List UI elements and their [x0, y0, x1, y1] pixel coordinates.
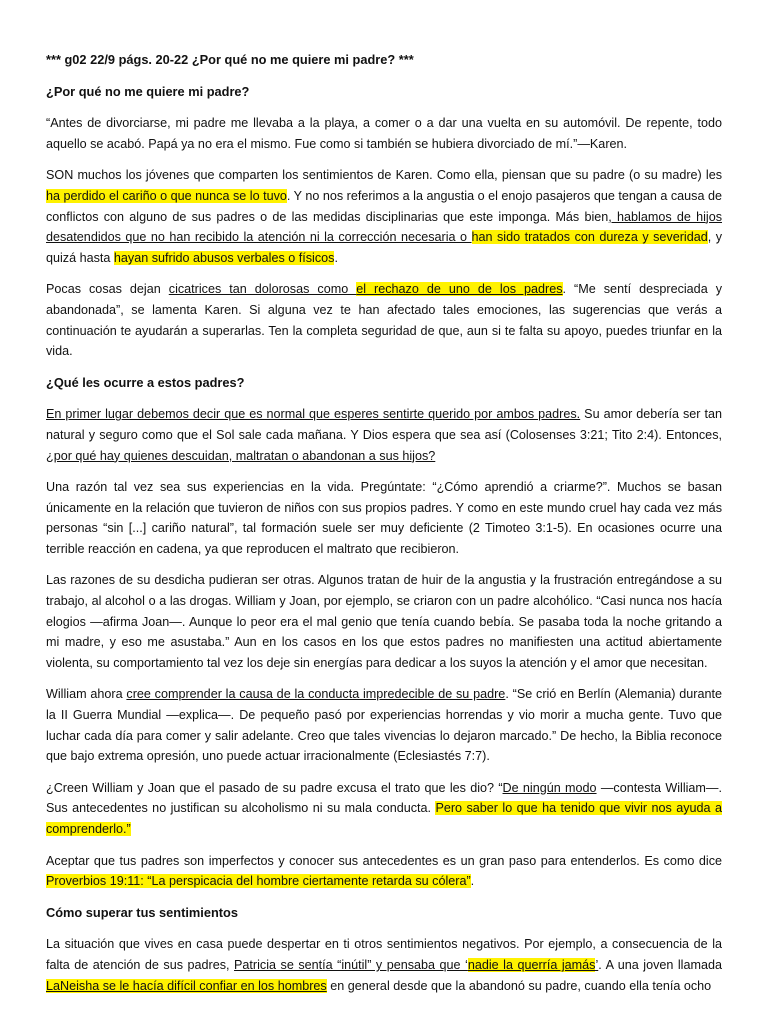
article-heading: ¿Por qué no me quiere mi padre? [46, 83, 250, 99]
text: Pocas cosas dejan [46, 282, 169, 297]
paragraph-5: Una razón tal vez sea sus experiencias en la vida. Pregúntate: “¿Cómo aprendió a criarme?”. Muchos se basan únicamente en la relación que tuvieron de niños con sus propios padres. Y como en este mundo cruel hay cada vez más personas “sin [...] cariño natural”, tal formación suele ser muy deficiente (2 Timoteo 3:1-5). En ocasiones ocurre una terrible reacción en cadena, ya que reproducen el maltrato que recibieron. [46, 480, 722, 556]
text: SON muchos los jóvenes que comparten los sentimientos de Karen. Como ella, piensan que su padre (o su madre) les [46, 168, 722, 183]
underline: En primer lugar debemos decir que es normal que esperes sentirte querido por ambos padres. [46, 407, 581, 422]
text: en general desde que la abandonó su padre, cuando ella tenía ocho [326, 978, 712, 993]
text: , y quizá hasta [46, 230, 722, 265]
highlight: han sido tratados con dureza y severidad [471, 230, 708, 245]
underline: cicatrices tan dolorosas como [168, 282, 357, 297]
text: . [470, 874, 475, 889]
text: . A una joven llamada [598, 957, 722, 972]
highlight: hayan sufrido abusos verbales o físicos [113, 250, 335, 265]
highlight: LaNeisha se le hacía difícil confiar en los hombres [46, 978, 327, 993]
paragraph-10 [46, 934, 722, 996]
document-title: *** g02 22/9 págs. 20-22 ¿Por qué no me quiere mi padre? *** [46, 52, 414, 67]
highlight: Proverbios 19:11: “La perspicacia del hombre ciertamente retarda su cólera” [46, 874, 471, 889]
section-heading: Cómo superar tus sentimientos [46, 904, 238, 920]
paragraph-3 [46, 279, 722, 361]
text: ¿Creen William y Joan que el pasado de su padre excusa el trato que les dio? “ [46, 780, 503, 795]
underline: ’ [595, 957, 599, 972]
text: . “Me sentí despreciada y abandonada”, se lamenta Karen. Si alguna vez te han afectado tales emociones, las sugerencias que verás a continuación te ayudarán a superarlas. Ten la completa seguridad de que, aun si te falta su apoyo, puedes triunfar en la vida. [46, 282, 723, 359]
paragraph-7 [46, 684, 722, 766]
highlight: Pero saber lo que ha tenido que vivir nos ayuda a comprenderlo.” [46, 801, 722, 836]
text: . “Se crió en Berlín (Alemania) durante la II Guerra Mundial —explica—. De pequeño pasó por experiencias horrendas y vio morir a mucha gente. Tuvo que luchar cada día para comer y salir adelante. Creo que tales vivencias lo dejaron marcado.” De hecho, la Biblia reconoce que bajo extrema opresión, uno puede actuar irracionalmente (Eclesiastés 7:7). [46, 687, 723, 764]
text: . Y no nos referimos a la angustia o el enojo pasajeros que tengan a causa de conflictos con alguno de sus padres o de las medidas disciplinarias que este imponga. Más bien [46, 188, 722, 224]
text: La situación que vives en casa puede despertar en ti otros sentimientos negativos. Por ejemplo, a consecuencia de la falta de atención de sus padres, [46, 937, 722, 972]
text: —contesta William—. Sus antecedentes no justifican su alcoholismo ni su mala conducta. [46, 780, 722, 816]
paragraph-2 [46, 165, 722, 268]
highlight: nadie la querría jamás [467, 957, 596, 972]
highlight: ha perdido el cariño o que nunca se lo tuvo [46, 188, 287, 203]
paragraph-4 [46, 404, 722, 466]
highlight: el rechazo de uno de los padres [356, 282, 563, 297]
paragraph-6: Las razones de su desdicha pudieran ser otras. Algunos tratan de huir de la angustia y la frustración entregándose a su trabajo, al alcohol o a las drogas. William y Joan, por ejemplo, se criaron con un padre alcohólico. “Casi nunca nos hacía elogios —afirma Joan—. Aunque lo peor era el mal genio que tenía cuando bebía. Se pasaba toda la noche gritando a mi madre, y eso me asustaba.” Aun en los casos en los que estos padres no manifiesten una actitud abiertamente violenta, su comportamiento tal vez los deje sin energías para dedicar a los suyos la atención y el amor que necesitan. [46, 573, 722, 670]
text: William ahora [46, 687, 127, 702]
text: Aceptar que tus padres son imperfectos y conocer sus antecedentes es un gran paso para entenderlos. Es como dice [46, 853, 722, 868]
document-page [46, 50, 722, 1007]
underline: , ¿por qué hay quienes descuidan, maltratan o abandonan a sus hijos? [46, 427, 722, 463]
underline: De ningún modo [502, 780, 597, 795]
underline: Patricia se sentía “inútil” y pensaba que ‘ [234, 957, 468, 972]
paragraph-quote-karen: “Antes de divorciarse, mi padre me llevaba a la playa, a comer o a dar una vuelta en su automóvil. De repente, todo aquello se acabó. Papá ya no era el mismo. Fue como si también se hubiera divorciado de mí.”—Karen. [46, 116, 722, 151]
paragraph-9 [46, 851, 722, 892]
paragraph-8 [46, 778, 722, 840]
text: . [334, 250, 338, 265]
text: Su amor debería ser tan natural y seguro como que el Sol sale cada mañana. Y Dios espera que sea así (Colosenses 3:21; Tito 2:4). Entonces [46, 407, 722, 442]
underline: cree comprender la causa de la conducta impredecible de su padre [126, 687, 506, 702]
underline: , hablamos de hijos desatendidos que no han recibido la atención ni la corrección necesaria o [46, 209, 722, 245]
section-heading: ¿Qué les ocurre a estos padres? [46, 374, 245, 390]
